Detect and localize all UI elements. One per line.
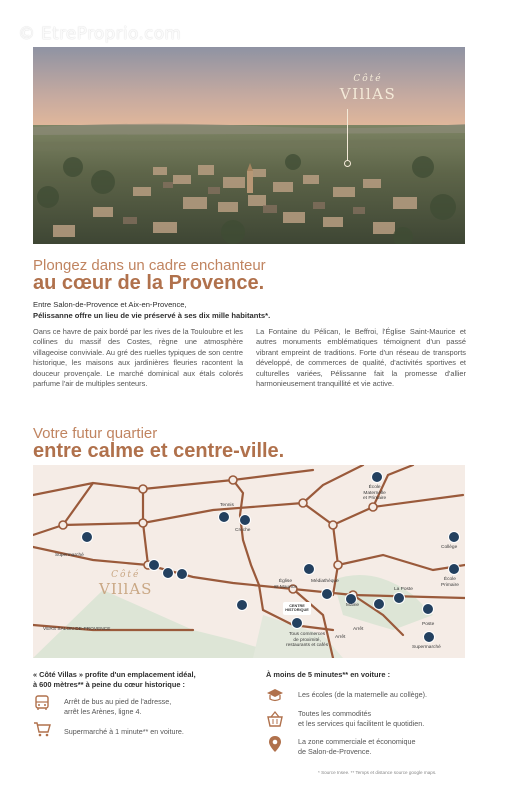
school-pin-icon <box>371 471 383 483</box>
label-commerces: Tous commerces de proximité, restaurants et cafés <box>286 632 329 649</box>
location-summary <box>33 670 253 690</box>
church-pin-icon <box>321 588 333 600</box>
zone-line-1: La zone commerciale et économique <box>298 737 416 746</box>
hero-logo-line <box>347 109 348 161</box>
bus-pin-5-icon <box>422 603 434 615</box>
label-la-poste: La Poste <box>394 587 413 592</box>
section1-heading-bold: au cœur de la Provence. <box>33 272 265 294</box>
supermarket-pin-right-icon <box>423 631 435 643</box>
college-pin-icon <box>448 531 460 543</box>
footnote: * Source Insee. ** Temps et distance source google maps. <box>318 770 437 775</box>
nearby-summary <box>266 670 476 680</box>
intro-line-2: Pélissanne offre un lieu de vie préservé à ses dix mille habitants*. <box>33 310 271 320</box>
zone-text <box>298 737 415 757</box>
hero-logo-villas: VIllAS <box>339 85 397 103</box>
graduation-cap-icon <box>266 686 284 704</box>
neighborhood-map <box>33 465 465 658</box>
location-head-1: « Côté Villas » profite d'un emplacement idéal, <box>33 670 196 679</box>
label-creche: Crèche <box>235 528 251 533</box>
zone-line-2: de Salon-de-Provence. <box>298 747 372 756</box>
label-vers-salon: VERS SALON-DE-PROVENCE <box>43 627 111 632</box>
map-logo-cote: Côté <box>111 570 141 580</box>
section1-column-right: La Fontaine du Pélican, le Beffroi, l'Église Saint-Maurice et autres monuments emblématiques témoignent d'un passé vibrant empreint de traditions. Forte d'un réseau de transports développé, de commerces de qualité, d'activités sportives et culturelles variées, Pélissanne fait la promesse d'allier harmonieusement tranquillité et vie active. <box>256 327 466 389</box>
label-arret-small-2: Arrêt <box>335 635 346 640</box>
nearby-head: À moins de 5 minutes** en voiture : <box>266 670 391 679</box>
hero-logo-dot <box>344 160 351 167</box>
label-ecole-maternelle: École Maternelle et Primaire <box>363 485 387 502</box>
hero-logo-cote: Côté <box>353 74 383 84</box>
label-tennis: Tennis <box>220 503 234 508</box>
la-poste-pin-icon <box>393 592 405 604</box>
bus-line-2: arrêt les Arènes, ligne 4. <box>64 707 142 716</box>
label-supermarche-left: Supermarché <box>55 553 84 558</box>
label-college: Collège <box>441 545 458 550</box>
bus-line-1: Arrêt de bus au pied de l'adresse, <box>64 697 172 706</box>
watermark: © EtreProprio.com <box>18 24 182 44</box>
mediatheque-pin-icon <box>303 563 315 575</box>
bus-pin-icon <box>148 559 160 571</box>
schools-text: Les écoles (de la maternelle au collège). <box>298 690 428 699</box>
label-mairie: Mairie <box>346 603 360 608</box>
supermarket-pin-left-icon <box>81 531 93 543</box>
cart-icon <box>33 720 51 738</box>
tennis-pin-icon <box>218 511 230 523</box>
map-logo-villas: VIllAS <box>99 580 153 598</box>
intro-line-1: Entre Salon-de-Provence et Aix-en-Provence, <box>33 300 187 309</box>
section2-heading-bold: entre calme et centre-ville. <box>33 440 285 462</box>
map-logo <box>99 570 152 598</box>
shops-line-1: Toutes les commodités <box>298 709 372 718</box>
aerial-town-illustration <box>33 47 465 244</box>
ecole-primaire-pin-icon <box>448 563 460 575</box>
section1-intro <box>33 300 473 321</box>
label-eglise: Église St Maurice <box>274 579 297 590</box>
supermarket-text: Supermarché à 1 minute** en voiture. <box>64 727 184 736</box>
shops-line-2: et les services qui facilitent le quotidien. <box>298 719 425 728</box>
residence-pin-icon <box>162 567 174 579</box>
centre-historique-box <box>283 602 311 615</box>
label-poste-small: Poste <box>422 622 435 627</box>
location-pin-icon <box>266 735 284 753</box>
bus-pin-3-icon <box>236 599 248 611</box>
bus-icon <box>33 694 51 712</box>
hero-aerial-photo <box>33 47 465 244</box>
label-supermarche-right: Supermarché <box>412 645 441 650</box>
label-centre-historique: CENTRE HISTORIQUE <box>285 604 309 613</box>
hero-logo <box>337 74 399 103</box>
bus-pin-2-icon <box>176 568 188 580</box>
label-arret-small: Arrêt <box>353 627 364 632</box>
shops-text <box>298 709 424 729</box>
creche-pin-icon <box>239 514 251 526</box>
section1-column-left: Oans ce havre de paix bordé par les rives de la Touloubre et les collines du massif des Costes, règne une atmosphère villageoise conviviale. Au gré des ruelles typiques de son centre historique, les maisons aux jardinières fleuries racontent la douceur provençale. Le marché dominical aux étals colorés parfume l'air de multiples senteurs. <box>33 327 243 389</box>
location-head-2: à 600 mètres** à peine du cœur historique : <box>33 680 185 690</box>
label-mediatheque: Médiathèque <box>311 579 339 584</box>
bus-pin-4-icon <box>373 598 385 610</box>
shops-pin-icon <box>291 617 303 629</box>
bus-text <box>64 697 171 717</box>
section2-heading-light: Votre futur quartier <box>33 425 158 442</box>
section1-heading-light: Plongez dans un cadre enchanteur <box>33 257 266 274</box>
label-ecole-primaire: École Primaire <box>441 577 459 588</box>
basket-icon <box>266 710 284 728</box>
